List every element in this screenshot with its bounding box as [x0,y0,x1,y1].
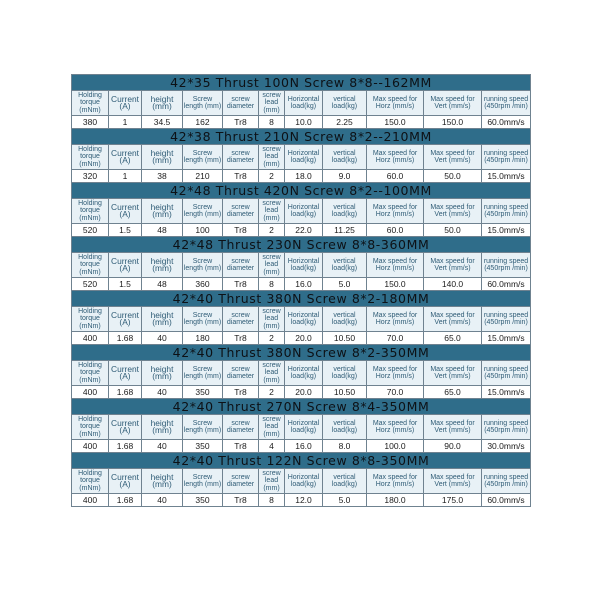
column-header: height (mm) [142,361,183,386]
column-header: Screw length (mm) [183,307,223,332]
header-row [72,199,531,224]
column-header: screw lead (mm) [259,415,285,440]
value-cell: 9.0 [323,170,367,183]
value-cell: Tr8 [223,224,259,237]
column-header: Horizontal load(kg) [285,415,323,440]
value-cell: 520 [72,224,109,237]
column-header: screw diameter [223,145,259,170]
column-header: running speed (450rpm /min) [482,145,531,170]
column-header: vertical load(kg) [323,253,367,278]
column-header: vertical load(kg) [323,469,367,494]
value-cell: 100.0 [367,440,424,453]
column-header: Holding torque (mNm) [72,469,109,494]
value-cell: Tr8 [223,440,259,453]
value-cell: 15.0mm/s [482,332,531,345]
value-cell: 380 [72,116,109,129]
value-cell: 16.0 [285,278,323,291]
column-header: running speed (450rpm /min) [482,307,531,332]
value-cell: 8 [259,494,285,507]
column-header: vertical load(kg) [323,91,367,116]
column-header: Holding torque (mNm) [72,253,109,278]
block-title: 42*35 Thrust 100N Screw 8*8--162MM [72,75,531,91]
value-cell: 18.0 [285,170,323,183]
column-header: Horizontal load(kg) [285,361,323,386]
column-header: Max speed for Horz (mm/s) [367,469,424,494]
value-cell: 150.0 [424,116,482,129]
column-header: Max speed for Vert (mm/s) [424,145,482,170]
value-cell: 15.0mm/s [482,170,531,183]
value-cell: 10.0 [285,116,323,129]
block-title: 42*40 Thrust 270N Screw 8*4-350MM [72,399,531,415]
spec-table-container [71,74,530,507]
column-header: screw lead (mm) [259,469,285,494]
value-cell: 180 [183,332,223,345]
column-header: Current (A) [109,361,142,386]
value-cell: 40 [142,440,183,453]
column-header: screw lead (mm) [259,199,285,224]
header-row [72,253,531,278]
value-cell: 350 [183,440,223,453]
column-header: screw lead (mm) [259,91,285,116]
value-cell: 30.0mm/s [482,440,531,453]
column-header: Current (A) [109,199,142,224]
block-title-row [72,291,531,307]
value-cell: 1.68 [109,386,142,399]
value-cell: 48 [142,278,183,291]
value-cell: Tr8 [223,278,259,291]
column-header: screw diameter [223,307,259,332]
column-header: screw lead (mm) [259,361,285,386]
block-title-row [72,75,531,91]
column-header: Max speed for Horz (mm/s) [367,361,424,386]
column-header: screw diameter [223,361,259,386]
value-cell: 2.25 [323,116,367,129]
value-cell: 48 [142,224,183,237]
value-row [72,494,531,507]
value-cell: 60.0mm/s [482,116,531,129]
value-cell: 100 [183,224,223,237]
value-cell: 34.5 [142,116,183,129]
value-cell: 1.68 [109,494,142,507]
column-header: Horizontal load(kg) [285,91,323,116]
value-cell: 180.0 [367,494,424,507]
column-header: Screw length (mm) [183,145,223,170]
block-title: 42*40 Thrust 122N Screw 8*8-350MM [72,453,531,469]
value-row [72,440,531,453]
header-row [72,91,531,116]
value-cell: 1.68 [109,440,142,453]
value-row [72,116,531,129]
header-row [72,415,531,440]
column-header: Current (A) [109,415,142,440]
column-header: Holding torque (mNm) [72,361,109,386]
value-row [72,332,531,345]
value-cell: 90.0 [424,440,482,453]
value-cell: 60.0 [367,224,424,237]
column-header: Holding torque (mNm) [72,415,109,440]
value-cell: Tr8 [223,494,259,507]
value-cell: 210 [183,170,223,183]
value-cell: 10.50 [323,386,367,399]
column-header: running speed (450rpm /min) [482,361,531,386]
column-header: running speed (450rpm /min) [482,199,531,224]
header-row [72,469,531,494]
column-header: running speed (450rpm /min) [482,469,531,494]
value-cell: 1 [109,170,142,183]
value-cell: 400 [72,386,109,399]
value-cell: 150.0 [367,278,424,291]
value-cell: 16.0 [285,440,323,453]
value-cell: 5.0 [323,494,367,507]
value-cell: Tr8 [223,386,259,399]
block-title-row [72,453,531,469]
column-header: vertical load(kg) [323,361,367,386]
value-cell: 1.5 [109,224,142,237]
column-header: Horizontal load(kg) [285,469,323,494]
value-cell: 12.0 [285,494,323,507]
column-header: Holding torque (mNm) [72,307,109,332]
value-cell: 140.0 [424,278,482,291]
value-cell: 38 [142,170,183,183]
column-header: Horizontal load(kg) [285,307,323,332]
column-header: Max speed for Vert (mm/s) [424,469,482,494]
value-cell: 360 [183,278,223,291]
column-header: Max speed for Horz (mm/s) [367,145,424,170]
column-header: Screw length (mm) [183,199,223,224]
column-header: vertical load(kg) [323,415,367,440]
value-cell: 1.5 [109,278,142,291]
value-row [72,170,531,183]
value-cell: 320 [72,170,109,183]
column-header: Horizontal load(kg) [285,253,323,278]
column-header: height (mm) [142,145,183,170]
column-header: screw diameter [223,469,259,494]
value-row [72,386,531,399]
header-row [72,361,531,386]
value-cell: 40 [142,386,183,399]
block-title-row [72,399,531,415]
value-cell: 15.0mm/s [482,224,531,237]
block-title: 42*40 Thrust 380N Screw 8*2-350MM [72,345,531,361]
value-cell: Tr8 [223,116,259,129]
column-header: Horizontal load(kg) [285,145,323,170]
column-header: Horizontal load(kg) [285,199,323,224]
value-cell: 175.0 [424,494,482,507]
value-cell: 400 [72,332,109,345]
value-row [72,224,531,237]
value-cell: 70.0 [367,332,424,345]
value-cell: 20.0 [285,332,323,345]
column-header: screw lead (mm) [259,253,285,278]
value-cell: 4 [259,440,285,453]
value-row [72,278,531,291]
column-header: Max speed for Horz (mm/s) [367,307,424,332]
column-header: screw diameter [223,91,259,116]
column-header: Max speed for Horz (mm/s) [367,253,424,278]
value-cell: 40 [142,332,183,345]
column-header: height (mm) [142,91,183,116]
column-header: Max speed for Vert (mm/s) [424,361,482,386]
column-header: Max speed for Vert (mm/s) [424,253,482,278]
column-header: height (mm) [142,199,183,224]
value-cell: 40 [142,494,183,507]
value-cell: 10.50 [323,332,367,345]
value-cell: 350 [183,386,223,399]
value-cell: 60.0 [367,170,424,183]
block-title: 42*40 Thrust 380N Screw 8*2-180MM [72,291,531,307]
column-header: Current (A) [109,91,142,116]
column-header: Holding torque (mNm) [72,145,109,170]
block-title-row [72,183,531,199]
value-cell: 162 [183,116,223,129]
value-cell: 8 [259,278,285,291]
value-cell: 2 [259,224,285,237]
column-header: vertical load(kg) [323,199,367,224]
block-title: 42*48 Thrust 420N Screw 8*2--100MM [72,183,531,199]
column-header: Screw length (mm) [183,91,223,116]
column-header: screw diameter [223,415,259,440]
value-cell: 350 [183,494,223,507]
column-header: height (mm) [142,253,183,278]
column-header: Current (A) [109,307,142,332]
column-header: Holding torque (mNm) [72,91,109,116]
value-cell: Tr8 [223,170,259,183]
column-header: Current (A) [109,253,142,278]
block-title: 42*38 Thrust 210N Screw 8*2--210MM [72,129,531,145]
value-cell: 150.0 [367,116,424,129]
value-cell: Tr8 [223,332,259,345]
value-cell: 50.0 [424,170,482,183]
column-header: Current (A) [109,145,142,170]
column-header: Max speed for Vert (mm/s) [424,307,482,332]
block-title-row [72,129,531,145]
value-cell: 70.0 [367,386,424,399]
value-cell: 65.0 [424,386,482,399]
column-header: Screw length (mm) [183,253,223,278]
column-header: height (mm) [142,307,183,332]
column-header: height (mm) [142,469,183,494]
header-row [72,145,531,170]
value-cell: 60.0mm/s [482,278,531,291]
value-cell: 2 [259,332,285,345]
value-cell: 5.0 [323,278,367,291]
header-row [72,307,531,332]
value-cell: 60.0mm/s [482,494,531,507]
column-header: height (mm) [142,415,183,440]
value-cell: 15.0mm/s [482,386,531,399]
block-title: 42*48 Thrust 230N Screw 8*8-360MM [72,237,531,253]
column-header: Screw length (mm) [183,415,223,440]
column-header: Holding torque (mNm) [72,199,109,224]
value-cell: 520 [72,278,109,291]
column-header: running speed (450rpm /min) [482,415,531,440]
column-header: Max speed for Vert (mm/s) [424,415,482,440]
column-header: screw lead (mm) [259,145,285,170]
column-header: screw diameter [223,253,259,278]
column-header: Screw length (mm) [183,469,223,494]
column-header: vertical load(kg) [323,307,367,332]
column-header: Max speed for Vert (mm/s) [424,91,482,116]
block-title-row [72,237,531,253]
value-cell: 400 [72,494,109,507]
column-header: screw lead (mm) [259,307,285,332]
value-cell: 65.0 [424,332,482,345]
block-title-row [72,345,531,361]
value-cell: 8 [259,116,285,129]
column-header: Max speed for Horz (mm/s) [367,415,424,440]
column-header: Current (A) [109,469,142,494]
column-header: screw diameter [223,199,259,224]
column-header: running speed (450rpm /min) [482,253,531,278]
value-cell: 8.0 [323,440,367,453]
value-cell: 2 [259,386,285,399]
value-cell: 50.0 [424,224,482,237]
column-header: running speed (450rpm /min) [482,91,531,116]
column-header: Max speed for Horz (mm/s) [367,91,424,116]
value-cell: 20.0 [285,386,323,399]
column-header: Max speed for Horz (mm/s) [367,199,424,224]
column-header: vertical load(kg) [323,145,367,170]
value-cell: 22.0 [285,224,323,237]
value-cell: 1 [109,116,142,129]
spec-table [71,74,531,507]
value-cell: 11.25 [323,224,367,237]
column-header: Max speed for Vert (mm/s) [424,199,482,224]
column-header: Screw length (mm) [183,361,223,386]
value-cell: 1.68 [109,332,142,345]
value-cell: 2 [259,170,285,183]
value-cell: 400 [72,440,109,453]
